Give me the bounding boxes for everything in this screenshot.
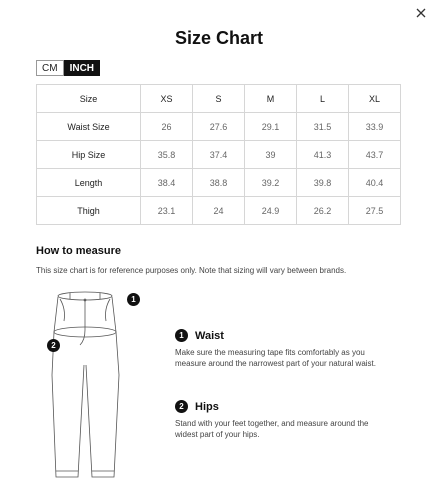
table-header-cell: S [193,85,245,113]
table-cell: 29.1 [245,113,297,141]
table-cell: 26 [141,113,193,141]
table-row [37,169,401,197]
table-cell: 33.9 [349,113,401,141]
table-row-label: Hip Size [37,141,141,169]
table-cell: 41.3 [297,141,349,169]
table-cell: 40.4 [349,169,401,197]
table-cell: 37.4 [193,141,245,169]
size-disclaimer: This size chart is for reference purposes only. Note that sizing will vary between brands. [36,266,347,275]
size-table [36,84,401,225]
table-row [37,141,401,169]
unit-inch-button[interactable]: INCH [64,60,100,76]
hips-title: Hips [195,400,219,413]
table-header-cell: XS [141,85,193,113]
table-cell: 39.2 [245,169,297,197]
table-row-label: Waist Size [37,113,141,141]
table-cell: 31.5 [297,113,349,141]
table-cell: 24.9 [245,197,297,225]
hips-section-heading [175,400,219,413]
table-header-cell: M [245,85,297,113]
waist-number-badge: 1 [175,329,188,342]
table-cell: 39.8 [297,169,349,197]
page-title: Size Chart [174,28,264,48]
table-cell: 24 [193,197,245,225]
table-header-cell: XL [349,85,401,113]
table-row-label: Thigh [37,197,141,225]
unit-toggle [36,60,100,76]
table-cell: 39 [245,141,297,169]
close-icon [414,6,428,20]
waist-description: Make sure the measuring tape fits comfortably as you measure around the narrowest part of your natural waist. [175,348,376,368]
waist-marker: 1 [127,293,140,306]
table-header-cell: L [297,85,349,113]
table-cell: 27.6 [193,113,245,141]
table-cell: 27.5 [349,197,401,225]
table-cell: 23.1 [141,197,193,225]
table-header-row [37,85,401,113]
table-cell: 38.4 [141,169,193,197]
waist-title: Waist [195,329,224,342]
table-header-cell: Size [37,85,141,113]
unit-cm-button[interactable]: CM [36,60,64,76]
hips-description: Stand with your feet together, and measure around the widest part of your hips. [175,419,369,439]
hips-number-badge: 2 [175,400,188,413]
pants-diagram [40,285,150,485]
table-cell: 26.2 [297,197,349,225]
table-cell: 43.7 [349,141,401,169]
close-button[interactable] [414,6,428,20]
how-to-measure-heading: How to measure [36,245,121,257]
table-row [37,197,401,225]
table-cell: 35.8 [141,141,193,169]
table-cell: 38.8 [193,169,245,197]
table-row [37,113,401,141]
waist-section-heading [175,329,224,342]
hips-marker: 2 [47,339,60,352]
table-row-label: Length [37,169,141,197]
